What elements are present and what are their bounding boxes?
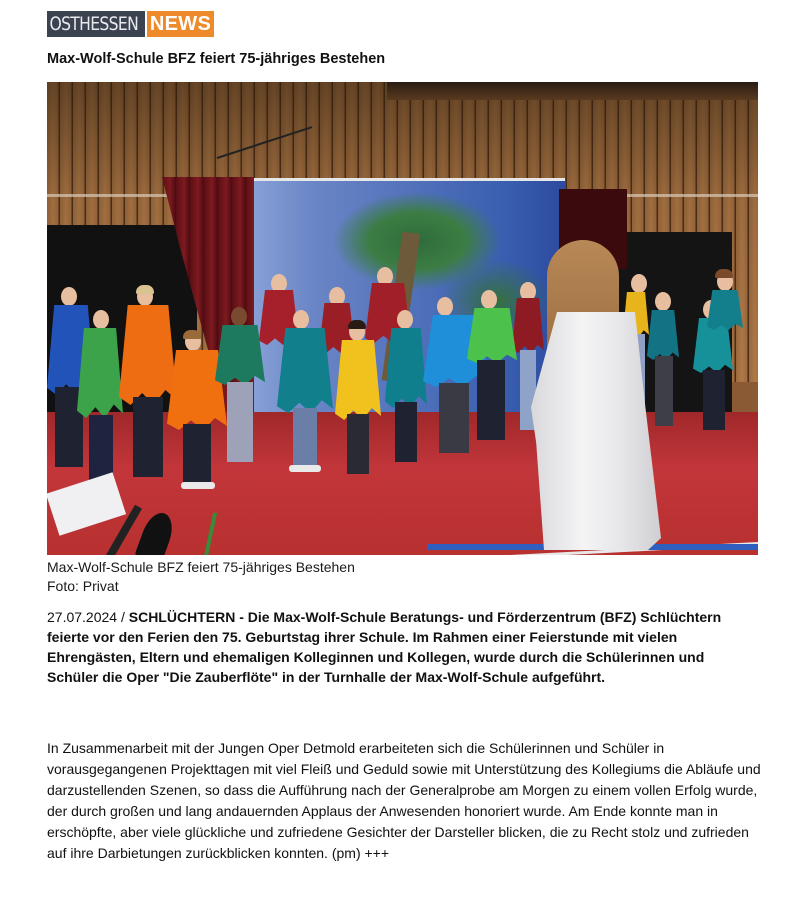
site-logo[interactable]	[47, 11, 214, 37]
article-date: 27.07.2024 /	[47, 609, 125, 625]
photo-caption: Max-Wolf-Schule BFZ feiert 75-jähriges Bestehen	[47, 559, 355, 575]
logo-part-osthessen: OSTHESSEN	[47, 11, 145, 37]
ceiling	[387, 82, 758, 100]
article-lead-text: SCHLÜCHTERN - Die Max-Wolf-Schule Beratungs- und Förderzentrum (BFZ) Schlüchtern feierte vor den Ferien den 75. Geburtstag ihrer Schule. Im Rahmen einer Feierstunde mit vielen Ehrengästen, Eltern und ehemaligen Kolleginnen und Kollegen, wurde durch die Schülerinnen und Schüler die Oper "Die Zauberflöte" in der Turnhalle der Max-Wolf-Schule aufgeführt.	[47, 609, 722, 685]
logo-part-news: NEWS	[147, 11, 214, 37]
article-photo	[47, 82, 758, 555]
article-lead	[47, 607, 759, 687]
article-body: In Zusammenarbeit mit der Jungen Oper Detmold erarbeiteten sich die Schülerinnen und Schüler in vorausgegangenen Projekttagen mit viel Fleiß und Geduld sowie mit Unterstützung des Kollegiums die Abläufe und darzustellenden Szenen, so dass die Aufführung nach der Generalprobe am Morgen zu einem vollen Erfolg wurde, der durch großen und lang andauernden Applaus der Anwesenden honoriert wurde. Am Ende konnte man in erschöpfte, aber viele glückliche und zufriedene Gesichter der Darsteller blicken, die zu Recht stolz und zufrieden auf ihre Darbietungen zurückblicken konnten. (pm) +++	[47, 740, 761, 861]
article-title: Max-Wolf-Schule BFZ feiert 75-jähriges Bestehen	[47, 51, 386, 67]
photo-caption-block	[47, 558, 355, 596]
photo-credit: Foto: Privat	[47, 578, 119, 594]
